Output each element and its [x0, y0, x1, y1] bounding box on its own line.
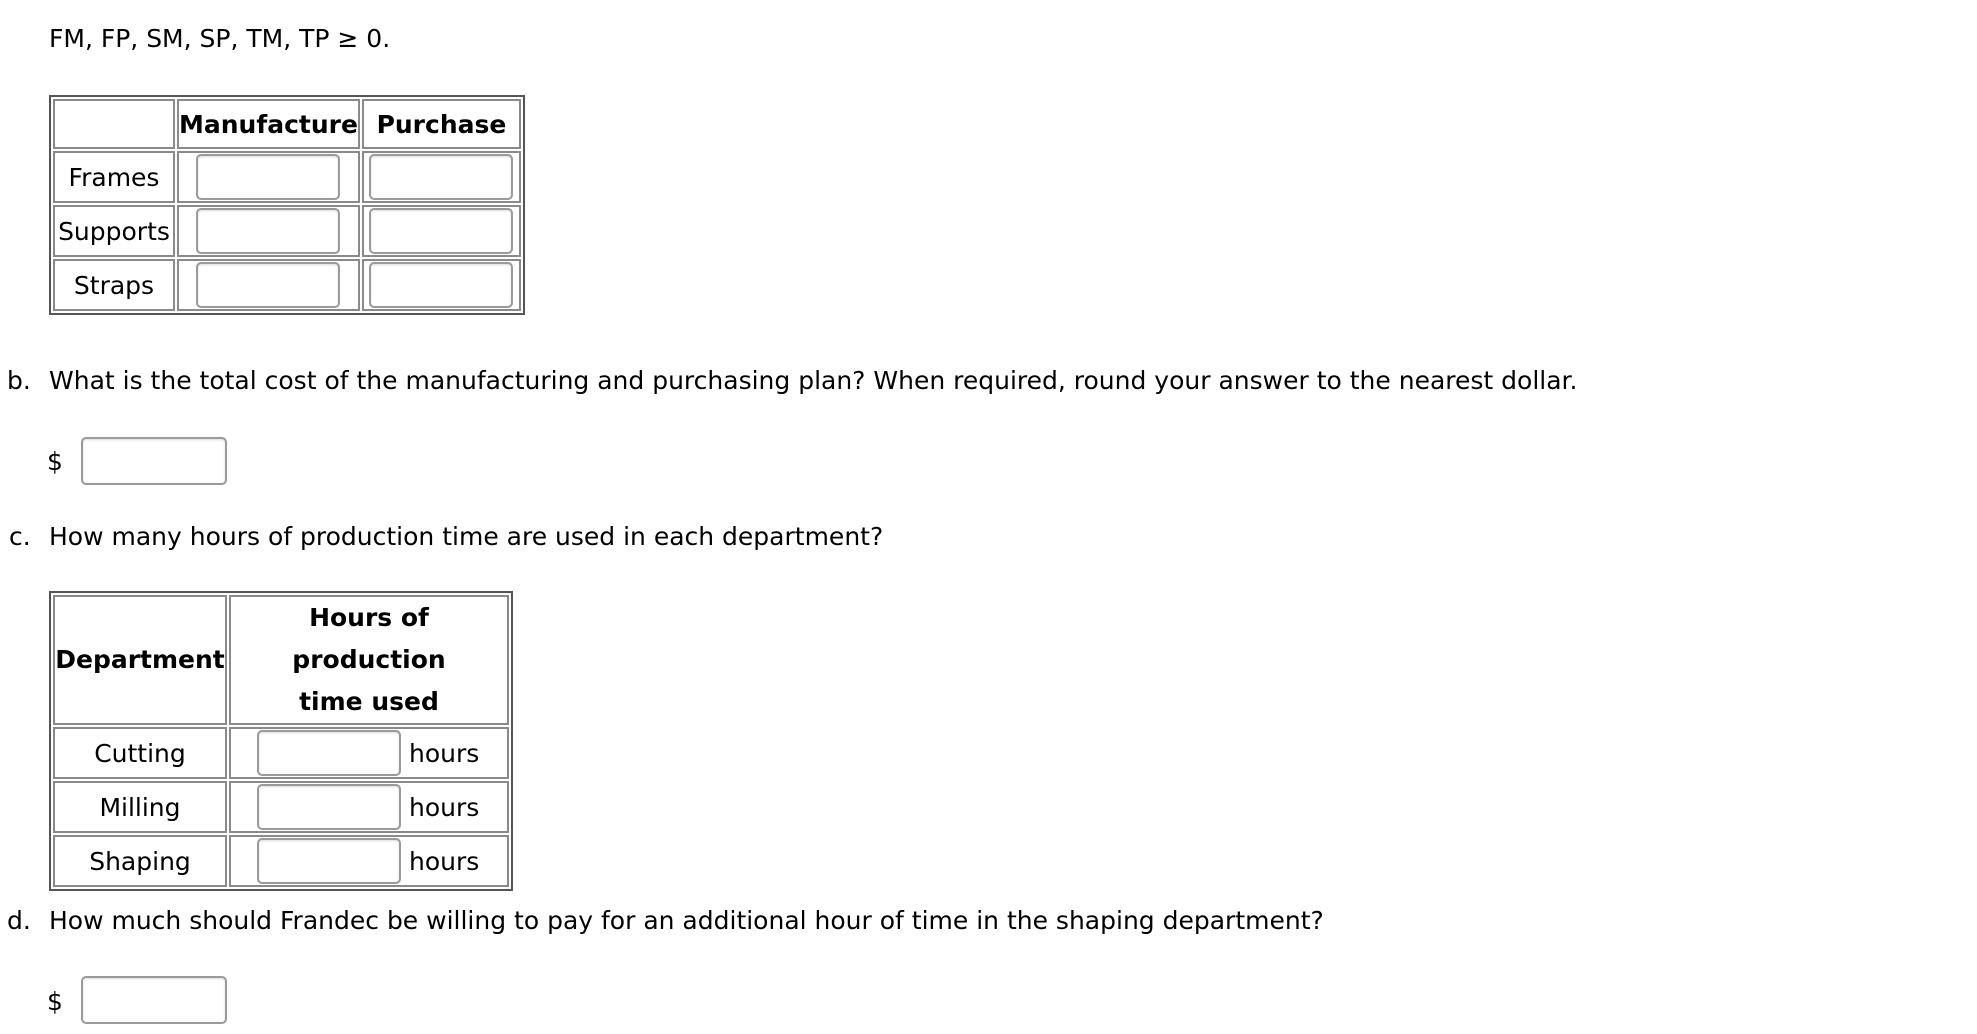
cutting-hours-input[interactable]	[257, 730, 401, 776]
question-b	[7, 366, 1577, 396]
cell-cutting-hours	[229, 727, 509, 779]
shaping-hours-input[interactable]	[257, 838, 401, 884]
question-c	[9, 522, 883, 552]
department-hours-table	[49, 591, 513, 891]
hours-header-line1: Hours of production	[292, 603, 446, 674]
supports-manufacture-input[interactable]	[196, 208, 340, 254]
cell-straps-purchase	[362, 259, 521, 311]
question-b-text: What is the total cost of the manufacturing and purchasing plan? When required, round your answer to the nearest dollar.	[49, 366, 1578, 395]
table-header-row	[53, 99, 521, 149]
manufacture-purchase-table	[49, 95, 525, 315]
table-row	[53, 259, 521, 311]
row-label-shaping: Shaping	[53, 835, 227, 887]
hours-unit-label: hours	[409, 846, 480, 876]
question-d-marker: d.	[7, 906, 31, 935]
cell-frames-purchase	[362, 151, 521, 203]
department-header: Department	[53, 595, 227, 725]
cell-supports-manufacture	[177, 205, 360, 257]
row-label-straps: Straps	[53, 259, 175, 311]
cell-milling-hours	[229, 781, 509, 833]
shaping-hour-value-input[interactable]	[81, 976, 227, 1024]
cell-straps-manufacture	[177, 259, 360, 311]
table-row	[53, 727, 509, 779]
row-label-supports: Supports	[53, 205, 175, 257]
question-d	[7, 906, 1324, 936]
straps-manufacture-input[interactable]	[196, 262, 340, 308]
constraint-text: FM, FP, SM, SP, TM, TP ≥ 0.	[49, 24, 391, 53]
supports-purchase-input[interactable]	[369, 208, 513, 254]
hours-header-line2: time used	[299, 687, 439, 716]
table-row	[53, 151, 521, 203]
manufacture-header: Manufacture	[177, 99, 360, 149]
purchase-header: Purchase	[362, 99, 521, 149]
question-d-text: How much should Frandec be willing to pay for an additional hour of time in the shaping department?	[49, 906, 1324, 935]
row-label-milling: Milling	[53, 781, 227, 833]
cell-frames-manufacture	[177, 151, 360, 203]
frames-purchase-input[interactable]	[369, 154, 513, 200]
question-c-text: How many hours of production time are used in each department?	[49, 522, 884, 551]
total-cost-input[interactable]	[81, 437, 227, 485]
question-b-marker: b.	[7, 366, 31, 395]
milling-hours-input[interactable]	[257, 784, 401, 830]
table-row	[53, 781, 509, 833]
currency-symbol-d: $	[47, 987, 63, 1016]
corner-header-cell	[53, 99, 175, 149]
table-row	[53, 835, 509, 887]
straps-purchase-input[interactable]	[369, 262, 513, 308]
frames-manufacture-input[interactable]	[196, 154, 340, 200]
hours-unit-label: hours	[409, 792, 480, 822]
table-header-row	[53, 595, 509, 725]
cell-shaping-hours	[229, 835, 509, 887]
row-label-frames: Frames	[53, 151, 175, 203]
cell-supports-purchase	[362, 205, 521, 257]
hours-used-header	[229, 595, 509, 725]
question-c-marker: c.	[9, 522, 31, 551]
row-label-cutting: Cutting	[53, 727, 227, 779]
hours-unit-label: hours	[409, 738, 480, 768]
currency-symbol-b: $	[47, 447, 63, 476]
table-row	[53, 205, 521, 257]
